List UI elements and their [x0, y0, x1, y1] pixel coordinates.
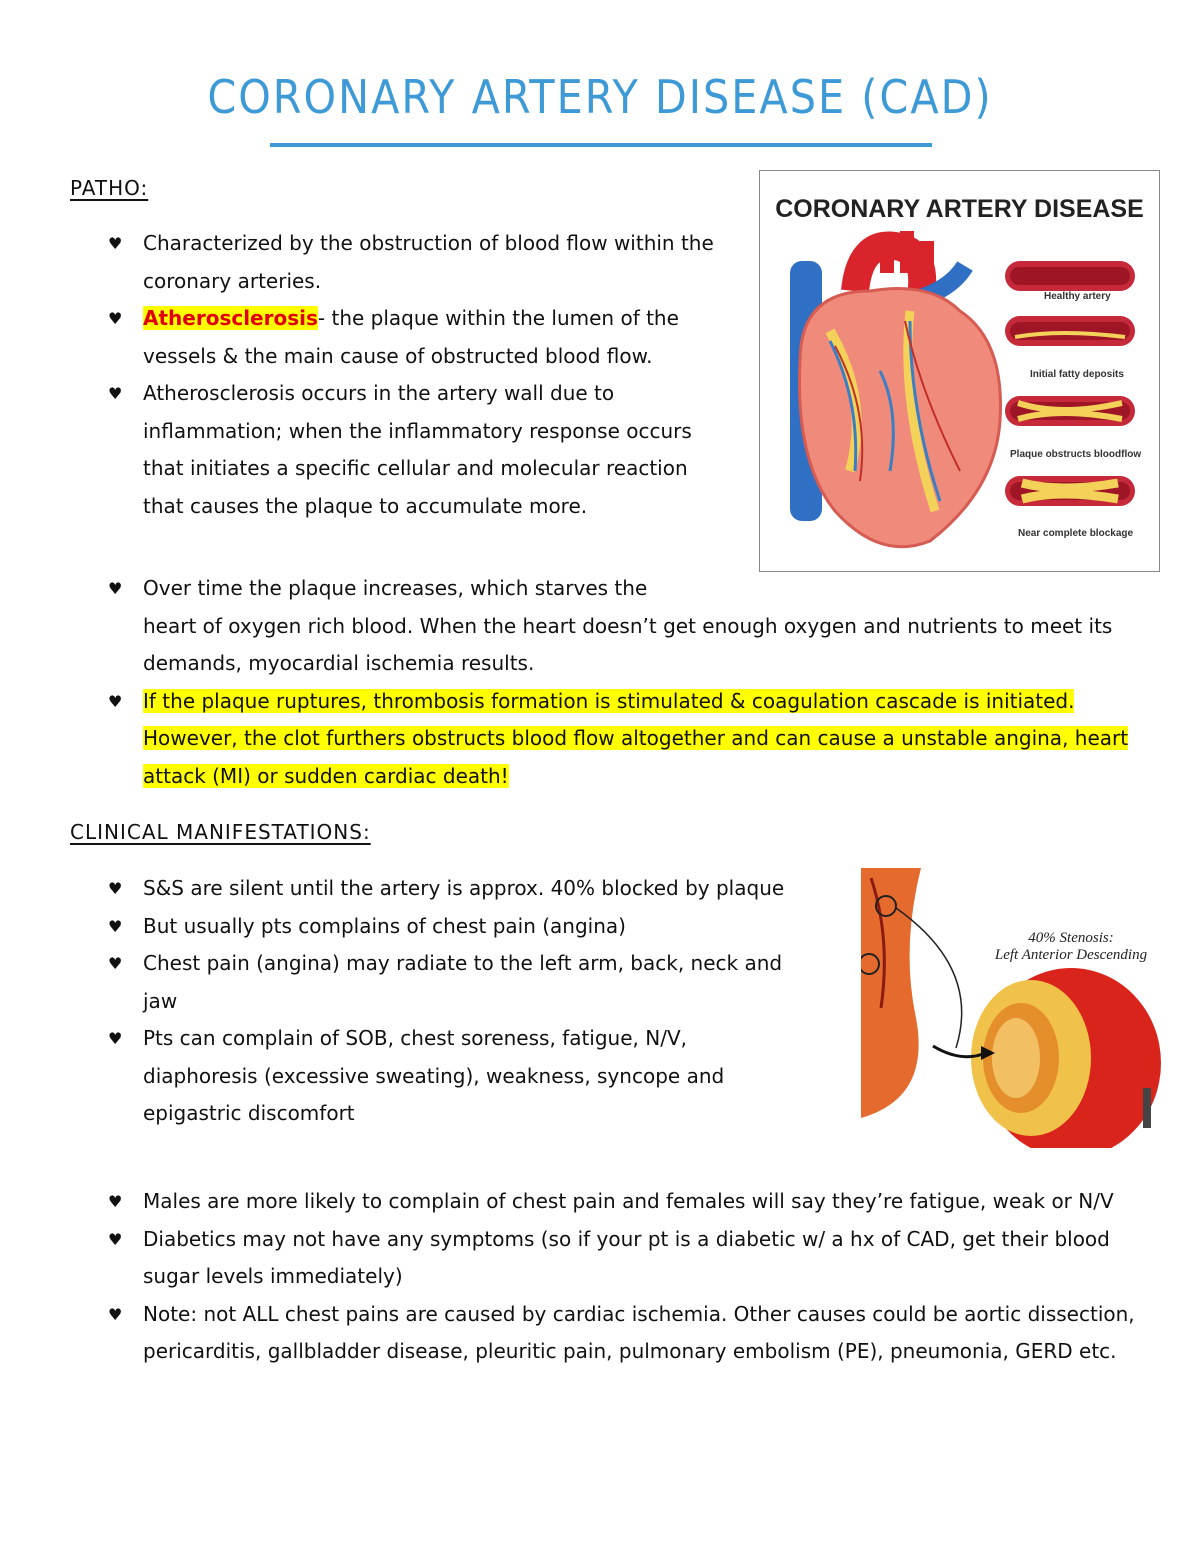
heart-bullet-icon: ♥ — [108, 916, 123, 936]
heart-bullet-icon: ♥ — [108, 691, 123, 711]
artery-healthy — [1005, 261, 1135, 291]
heart-bullet-icon: ♥ — [108, 879, 123, 898]
heart-bullet-icon: ♥ — [108, 579, 123, 598]
list-item: ♥ Characterized by the obstruction of blood flow within the coronary arteries. — [108, 225, 728, 300]
cad-illustration — [759, 170, 1160, 572]
list-item — [108, 683, 1148, 796]
label-plaque-obstructs: Plaque obstructs bloodflow — [1010, 449, 1142, 460]
artery-plaque-obstructs — [1005, 396, 1135, 426]
heart-bullet-icon: ♥ — [108, 384, 123, 403]
artery-near-blockage — [1005, 476, 1135, 506]
label-near-complete-blockage: Near complete blockage — [1018, 528, 1134, 539]
heart-shape — [799, 289, 1000, 547]
patho-heading: PATHO: — [70, 176, 149, 200]
list-item: ♥ Atherosclerosis occurs in the artery wall due to inflammation; when the inflammatory response occurs that initiates a specific cellular and molecular reaction that causes the plaque to accumulate more. — [108, 375, 728, 525]
clinical-list-wide — [108, 1183, 1158, 1371]
highlighted-text: If the plaque ruptures, thrombosis formation is stimulated & coagulation cascade is initiated. However, the clot furthers obstructs blood flow altogether and can cause a unstable angina, heart attack (MI) or sudden cardiac death! — [143, 688, 1129, 788]
list-item: ♥ Diabetics may not have any symptoms (so if your pt is a diabetic w/ a hx of CAD, get their blood sugar levels immediately) — [108, 1221, 1158, 1296]
heart-bullet-icon: ♥ — [108, 1304, 123, 1324]
illustration-title: CORONARY ARTERY DISEASE — [775, 195, 1144, 223]
list-item: ♥ S&S are silent until the artery is approx. 40% blocked by plaque — [108, 870, 788, 908]
list-item: ♥ Chest pain (angina) may radiate to the left arm, back, neck and jaw — [108, 945, 788, 1020]
page-title: CORONARY ARTERY DISEASE (CAD) — [207, 70, 993, 124]
title-underline — [270, 143, 932, 147]
list-item: ♥ But usually pts complains of chest pain (angina) — [108, 908, 788, 946]
stenosis-illustration — [861, 868, 1163, 1148]
stenosis-label: 40% Stenosis: Left Anterior Descending — [994, 930, 1148, 963]
heart-bullet-icon: ♥ — [108, 1192, 123, 1211]
clinical-heading: CLINICAL MANIFESTATIONS: — [70, 820, 371, 844]
label-initial-fatty-deposits: Initial fatty deposits — [1030, 369, 1124, 380]
list-item: ♥ Pts can complain of SOB, chest soreness, fatigue, N/V, diaphoresis (excessive sweating), weakness, syncope and epigastric discomfort — [108, 1020, 788, 1133]
heart-bullet-icon: ♥ — [108, 1229, 123, 1249]
atherosclerosis-term: Atherosclerosis — [143, 306, 318, 330]
list-item: ♥ Over time the plaque increases, which starves the heart of oxygen rich blood. When the heart doesn’t get enough oxygen and nutrients to meet its demands, myocardial ischemia results. — [108, 570, 1148, 683]
heart-bullet-icon: ♥ — [108, 1029, 123, 1048]
clinical-list — [108, 870, 788, 1133]
list-item: ♥ Note: not ALL chest pains are caused by cardiac ischemia. Other causes could be aortic dissection, pericarditis, gallbladder disease, pleuritic pain, pulmonary embolism (PE), pneumonia, GERD etc. — [108, 1296, 1158, 1371]
patho-list — [108, 225, 728, 525]
heart-bullet-icon: ♥ — [108, 234, 123, 253]
heart-bullet-icon: ♥ — [108, 309, 123, 328]
label-healthy-artery: Healthy artery — [1044, 291, 1111, 302]
patho-list-wide — [108, 570, 1148, 795]
stenosis-drawing — [861, 868, 1163, 1148]
list-item: ♥ Atherosclerosis- the plaque within the lumen of the vessels & the main cause of obstructed blood flow. — [108, 300, 728, 375]
artery-fatty-deposits — [1005, 316, 1135, 346]
list-item: ♥ Males are more likely to complain of chest pain and females will say they’re fatigue, weak or N/V — [108, 1183, 1158, 1221]
heart-bullet-icon: ♥ — [108, 954, 123, 973]
heart-wall-shape — [861, 868, 921, 1118]
